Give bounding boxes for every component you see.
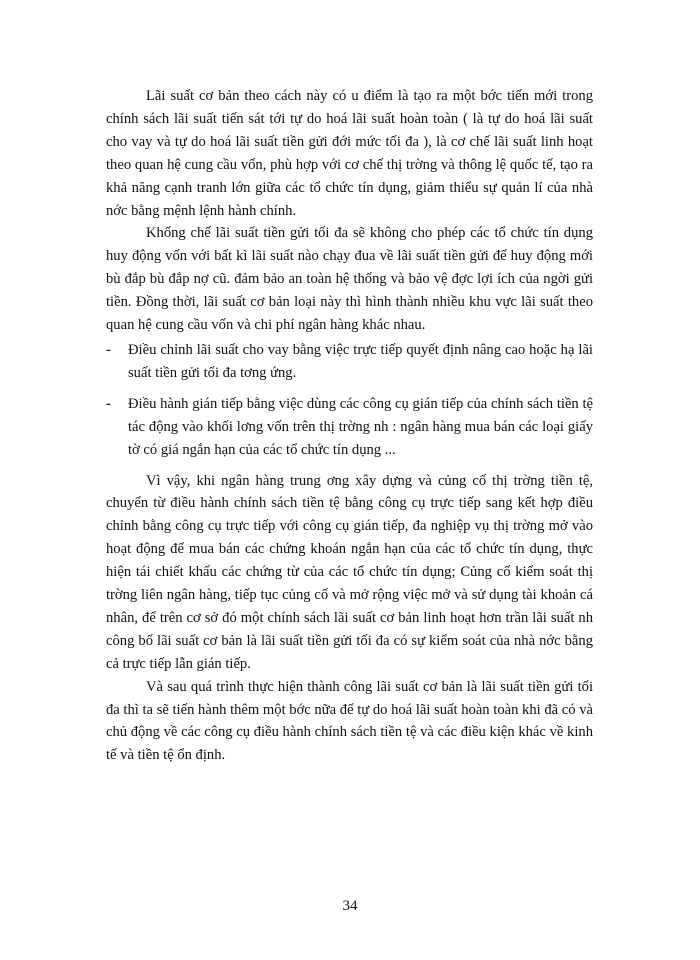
paragraph: Vì vậy, khi ngân hàng trung ơng xây dựng và củng cố thị trờng tiền tệ, chuyển từ điều hành chính sách tiền tệ bằng công cụ trực tiếp sang kết hợp điều chỉnh bằng công cụ trực tiếp với công cụ gián tiếp, đa nghiệp vụ thị trờng mở vào hoạt động để mua bán các chứng khoán ngắn hạn của các tổ chức tín dụng, thực hiện tái chiết khấu các chứng từ của các tổ chức tín dụng; Củng cố kiểm soát thị trờng liên ngân hàng, tiếp tục củng cố và mở rộng việc mở và sử dụng tài khoản cá nhân, để trên cơ sở đó một chính sách lãi suất cơ bản linh hoạt hơn trần lãi suất nh công bố lãi suất cơ bản là lãi suất tiền gửi tối đa có sự kiểm soát của nhà nớc bằng cả trực tiếp lẫn gián tiếp. [106,472,593,672]
page-number: 34 [342,898,358,914]
paragraph: Và sau quá trình thực hiện thành công lãi suất cơ bản là lãi suất tiền gửi tối đa thì ta sẽ tiến hành thêm một bớc nữa để tự do hoá lãi suất hoàn toàn khi đã có và chủ động về các công cụ điều hành chính sách tiền tệ và các điều kiện khác về kinh tế và tiền tệ ổn định. [106,678,593,764]
list-item-text: Điều hành gián tiếp bằng việc dùng các công cụ gián tiếp của chính sách tiền tệ tác động vào khối lơng vốn trên thị trờng nh : ngân hàng mua bán các loại giấy tờ có giá ngắn hạn của các tổ chức tín dụng ... [128,395,593,458]
list-item-text: Điều chỉnh lãi suất cho vay bằng việc trực tiếp quyết định nâng cao hoặc hạ lãi suất tiền gửi tối đa tơng ứng. [128,341,593,381]
paragraph: Lãi suất cơ bản theo cách này có u điểm là tạo ra một bớc tiến mới trong chính sách lãi suất tiến sát tới tự do hoá lãi suất hoàn toàn ( là tự do hoá lãi suất cho vay và tự do hoá lãi suất tiền gửi đới mức tối đa ), là cơ chế lãi suất linh hoạt theo quan hệ cung cầu vốn, phù hợp với cơ chế thị trờng và thông lệ quốc tế, tạo ra khả năng cạnh tranh lớn giữa các tổ chức tín dụng, giảm thiểu sự quản lí của nhà nớc bằng mệnh lệnh hành chính. [106,88,593,219]
bullet-dash-icon: - [106,341,111,358]
document-body [106,85,593,767]
bullet-list [106,339,593,462]
paragraph: Khống chế lãi suất tiền gửi tối đa sẽ không cho phép các tổ chức tín dụng huy động vốn với bất kì lãi suất nào chạy đua về lãi suất tiền gửi để huy động mới bù đắp bù đắp nợ cũ. đảm bảo an toàn hệ thống và bảo vệ đợc lợi ích của ngời gửi tiền. Đồng thời, lãi suất cơ bản loại này thì hình thành nhiều khu vực lãi suất theo quan hệ cung cầu vốn và chi phí ngân hàng khác nhau. [106,225,593,334]
list-item [106,339,593,385]
list-item [106,393,593,462]
bullet-dash-icon: - [106,395,111,412]
